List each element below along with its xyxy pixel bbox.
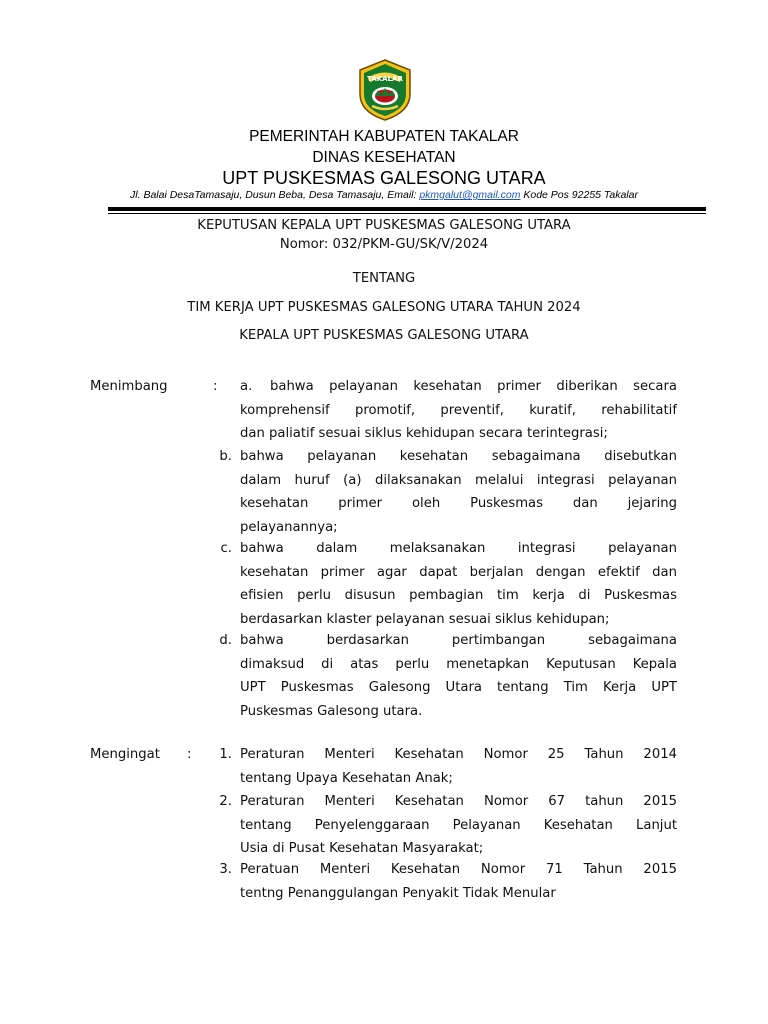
item-line: pelayanannya;	[240, 519, 338, 535]
list-marker: c.	[220, 541, 232, 556]
email-link[interactable]: pkmgalut@gmail.com	[419, 189, 521, 201]
list-marker: 1.	[219, 747, 232, 762]
item-line: bahwa pelayanan kesehatan primer diberikan secara	[270, 379, 677, 394]
item-line: Peratuan Menteri Kesehatan Nomor 71 Tahun 2015	[240, 862, 677, 877]
list-item	[240, 537, 677, 631]
institution-heading: UPT PUSKESMAS GALESONG UTARA	[222, 168, 546, 188]
menimbang-colon: :	[213, 379, 218, 394]
item-line: Peraturan Menteri Kesehatan Nomor 25 Tahun 2014	[240, 747, 677, 762]
mengingat-colon: :	[187, 747, 192, 762]
list-marker: 3.	[219, 862, 232, 877]
takalar-regency-logo	[356, 58, 414, 122]
address-prefix: Jl. Balai DesaTamasaju, Dusun Beba, Desa Tamasaju, Email:	[130, 189, 420, 201]
list-item	[240, 743, 677, 790]
item-line: tentang Upaya Kesehatan Anak;	[240, 770, 453, 786]
list-item	[240, 375, 677, 446]
item-line: dalam huruf (a) dilaksanakan melalui integrasi pelayanan	[240, 472, 677, 488]
item-line: UPT Puskesmas Galesong Utara tentang Tim Kerja UPT	[240, 680, 677, 695]
item-line: bahwa berdasarkan pertimbangan sebagaimana	[240, 633, 677, 648]
item-line: Usia di Pusat Kesehatan Masyarakat;	[240, 841, 484, 856]
svg-text:TAKALAR: TAKALAR	[367, 75, 403, 83]
item-line: dimaksud di atas perlu menetapkan Keputusan Kepala	[240, 656, 677, 672]
address-line	[0, 189, 768, 201]
letterhead-divider-thick	[108, 207, 706, 211]
decree-subject: TIM KERJA UPT PUSKESMAS GALESONG UTARA TAHUN 2024	[187, 300, 581, 315]
address-suffix: Kode Pos 92255 Takalar	[520, 189, 638, 201]
item-line: Peraturan Menteri Kesehatan Nomor 67 tahun 2015	[240, 794, 677, 809]
item-line: komprehensif promotif, preventif, kuratif, rehabilitatif	[240, 402, 677, 418]
item-line: Puskesmas Galesong utara.	[240, 703, 423, 719]
government-heading: PEMERINTAH KABUPATEN TAKALAR	[249, 128, 519, 145]
list-marker: b.	[219, 449, 232, 464]
department-heading: DINAS KESEHATAN	[312, 149, 456, 166]
list-marker: a.	[240, 379, 253, 394]
letterhead-divider-thin	[108, 213, 706, 214]
item-line: efisien perlu disusun pembagian tim kerja di Puskesmas	[240, 588, 677, 603]
item-line: tentng Penanggulangan Penyakit Tidak Menular	[240, 885, 556, 901]
item-line: kesehatan primer oleh Puskesmas dan jejaring	[240, 496, 677, 511]
decree-title: KEPUTUSAN KEPALA UPT PUSKESMAS GALESONG UTARA	[197, 218, 571, 233]
item-line: berdasarkan klaster pelayanan sesuai siklus kehidupan;	[240, 611, 610, 627]
about-label: TENTANG	[352, 271, 416, 286]
item-line: bahwa dalam melaksanakan integrasi pelayanan	[240, 541, 677, 556]
menimbang-label: Menimbang	[90, 379, 168, 394]
mengingat-label: Mengingat	[90, 747, 160, 762]
list-item	[240, 790, 677, 861]
decree-issuer: KEPALA UPT PUSKESMAS GALESONG UTARA	[239, 328, 529, 343]
item-line: tentang Penyelenggaraan Pelayanan Kesehatan Lanjut	[240, 817, 677, 833]
item-line: kesehatan primer agar dapat berjalan dengan efektif dan	[240, 564, 677, 580]
list-item	[240, 629, 677, 723]
decree-number: Nomor: 032/PKM-GU/SK/V/2024	[279, 237, 489, 252]
item-line: bahwa pelayanan kesehatan sebagaimana disebutkan	[240, 449, 677, 464]
list-item	[240, 858, 677, 905]
list-marker: d.	[219, 633, 232, 648]
item-line: dan paliatif sesuai siklus kehidupan secara terintegrasi;	[240, 426, 608, 441]
list-item	[240, 445, 677, 539]
list-marker: 2.	[219, 794, 232, 809]
